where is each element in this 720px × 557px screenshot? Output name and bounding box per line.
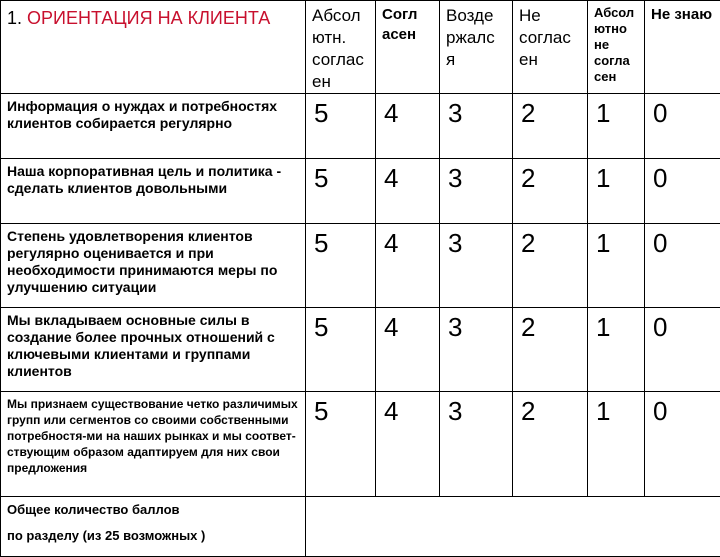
score-cell[interactable]: 0 (645, 159, 720, 224)
table-row (1, 159, 720, 224)
score-cell[interactable]: 4 (376, 94, 440, 159)
section-title-text: ОРИЕНТАЦИЯ НА КЛИЕНТА (27, 8, 270, 28)
table-row (1, 224, 720, 308)
score-cell[interactable]: 3 (440, 159, 513, 224)
header-abstain: Возде ржалс я (440, 1, 513, 94)
score-cell[interactable]: 2 (513, 159, 588, 224)
score-cell[interactable]: 5 (306, 159, 376, 224)
score-cell[interactable]: 2 (513, 224, 588, 308)
statement-cell: Степень удовлетворения клиентов регулярно оценивается и при необходимости принимаются меры по улучшению ситуации (1, 224, 306, 308)
score-cell[interactable]: 3 (440, 392, 513, 497)
score-cell[interactable]: 3 (440, 94, 513, 159)
score-cell[interactable]: 0 (645, 224, 720, 308)
score-cell[interactable]: 2 (513, 392, 588, 497)
score-cell[interactable]: 5 (306, 392, 376, 497)
statement-cell: Наша корпоративная цель и политика - сделать клиентов довольными (1, 159, 306, 224)
score-cell[interactable]: 4 (376, 308, 440, 392)
score-cell[interactable]: 1 (588, 94, 645, 159)
statement-cell: Мы признаем существование четко различимых групп или сегментов со своими собственными потребностя-ми на наших рынках и мы соответ-ствующим образом адаптируем для них свои предложения (1, 392, 306, 497)
table-row (1, 308, 720, 392)
total-label-line2: по разделу (из 25 возможных ) (7, 523, 301, 549)
score-cell[interactable]: 2 (513, 94, 588, 159)
header-strongly-disagree: Абсол ютно не согла сен (588, 1, 645, 94)
header-disagree: Не соглас ен (513, 1, 588, 94)
score-cell[interactable]: 5 (306, 94, 376, 159)
score-cell[interactable]: 4 (376, 159, 440, 224)
score-cell[interactable]: 3 (440, 308, 513, 392)
total-label-line1: Общее количество баллов (7, 497, 301, 523)
total-score-field[interactable] (306, 497, 720, 557)
statement-cell: Информация о нуждах и потребностях клиентов собирается регулярно (1, 94, 306, 159)
score-cell[interactable]: 0 (645, 392, 720, 497)
table-row (1, 392, 720, 497)
section-title (1, 1, 306, 94)
statement-cell: Мы вкладываем основные силы в создание более прочных отношений с ключевыми клиентами и группами клиентов (1, 308, 306, 392)
score-cell[interactable]: 0 (645, 308, 720, 392)
score-cell[interactable]: 1 (588, 159, 645, 224)
header-dont-know: Не знаю (645, 1, 720, 94)
score-cell[interactable]: 5 (306, 308, 376, 392)
header-row (1, 1, 720, 94)
section-number: 1. (7, 8, 27, 28)
header-agree: Согл асен (376, 1, 440, 94)
score-cell[interactable]: 3 (440, 224, 513, 308)
score-cell[interactable]: 1 (588, 224, 645, 308)
score-cell[interactable]: 1 (588, 392, 645, 497)
score-cell[interactable]: 4 (376, 224, 440, 308)
score-cell[interactable]: 1 (588, 308, 645, 392)
total-row (1, 497, 720, 557)
header-strongly-agree: Абсол ютн. соглас ен (306, 1, 376, 94)
table-row (1, 94, 720, 159)
score-cell[interactable]: 0 (645, 94, 720, 159)
score-cell[interactable]: 5 (306, 224, 376, 308)
score-cell[interactable]: 4 (376, 392, 440, 497)
total-label (1, 497, 306, 557)
score-cell[interactable]: 2 (513, 308, 588, 392)
